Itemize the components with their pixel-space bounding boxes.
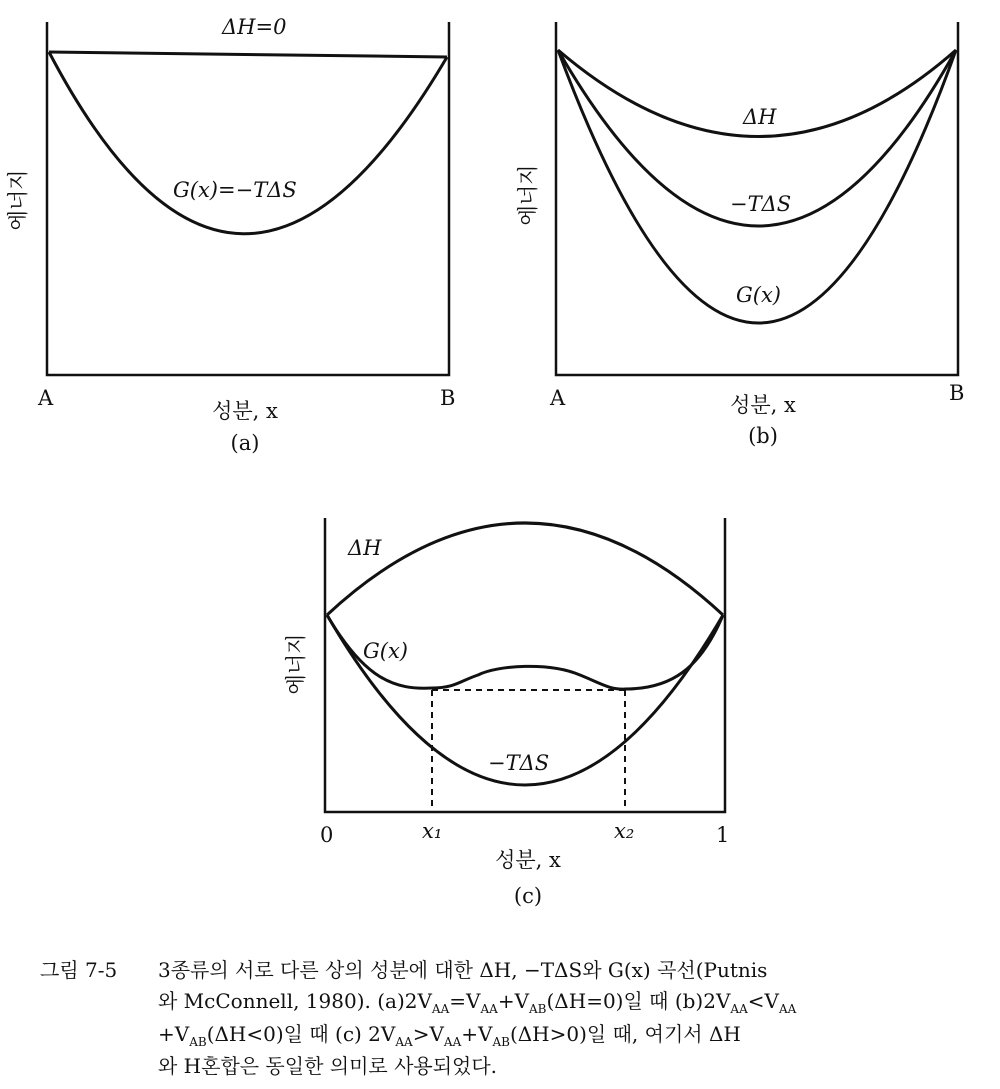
panel-b-xlabel: 성분, x bbox=[730, 393, 796, 417]
caption-line-1: 그림 7-5 3종류의 서로 다른 상의 성분에 대한 ΔH, −TΔS와 G(x) 곡선(Putnis bbox=[40, 955, 970, 986]
panel-c-panel-label: (c) bbox=[513, 884, 543, 908]
panel-c-x-right: 1 bbox=[716, 823, 730, 847]
panel-c-x2-label: x₂ bbox=[614, 819, 635, 843]
panel-c-ylabel: 에너지 bbox=[284, 633, 308, 695]
panel-b-panel-label: (b) bbox=[748, 424, 778, 448]
panel-a-x-left: A bbox=[38, 386, 54, 410]
panel-a-g-curve bbox=[49, 52, 447, 234]
panel-c-label-g: G(x) bbox=[363, 639, 409, 663]
panel-a-delta-h-line bbox=[49, 52, 447, 57]
panel-c-x1-label: x₁ bbox=[422, 819, 443, 843]
panel-a-x-right: B bbox=[440, 386, 456, 410]
panel-a-xlabel: 성분, x bbox=[212, 399, 278, 423]
panel-a-ylabel: 에너지 bbox=[6, 169, 30, 231]
panel-c-xlabel: 성분, x bbox=[495, 848, 561, 872]
panel-a-label-delta-h: ΔH=0 bbox=[222, 15, 287, 39]
panel-c-label-tds: −TΔS bbox=[488, 751, 550, 775]
panel-b-label-tds: −TΔS bbox=[730, 192, 792, 216]
panel-a-panel-label: (a) bbox=[230, 431, 260, 455]
caption-line-2: 와 McConnell, 1980). $(a)2V_{AA}=V_{AA}+V_{AB}(\Delta H=0)$일 때 $(b)2V_{AA}<V_{AA}$ bbox=[158, 989, 797, 1016]
caption-number: 그림 7-5 bbox=[40, 958, 118, 982]
panel-b-label-g: G(x) bbox=[736, 283, 782, 307]
panel-c-x-left: 0 bbox=[320, 823, 334, 847]
panel-b-x-right: B bbox=[949, 381, 965, 405]
figure-caption bbox=[40, 955, 970, 1082]
panel-b bbox=[516, 22, 964, 448]
caption-line-4: 와 H혼합은 동일한 의미로 사용되었다. bbox=[158, 1054, 498, 1079]
panel-b-x-left: A bbox=[550, 386, 566, 410]
panel-c-label-delta-h: ΔH bbox=[348, 536, 382, 560]
caption-line-3: $+V_{AB}(\Delta H<0)$일 때 (c) $2V_{AA}>V_{AA}+V_{AB}(\Delta H>0)$일 때, 여기서 ΔH bbox=[158, 1021, 741, 1049]
panel-b-ylabel: 에너지 bbox=[516, 164, 540, 226]
panel-c-delta-h-curve bbox=[327, 523, 723, 615]
panel-a-label-g: G(x)=−TΔS bbox=[173, 178, 297, 202]
panel-c bbox=[284, 518, 729, 908]
panel-a bbox=[6, 15, 455, 455]
panel-b-label-delta-h: ΔH bbox=[743, 105, 777, 129]
